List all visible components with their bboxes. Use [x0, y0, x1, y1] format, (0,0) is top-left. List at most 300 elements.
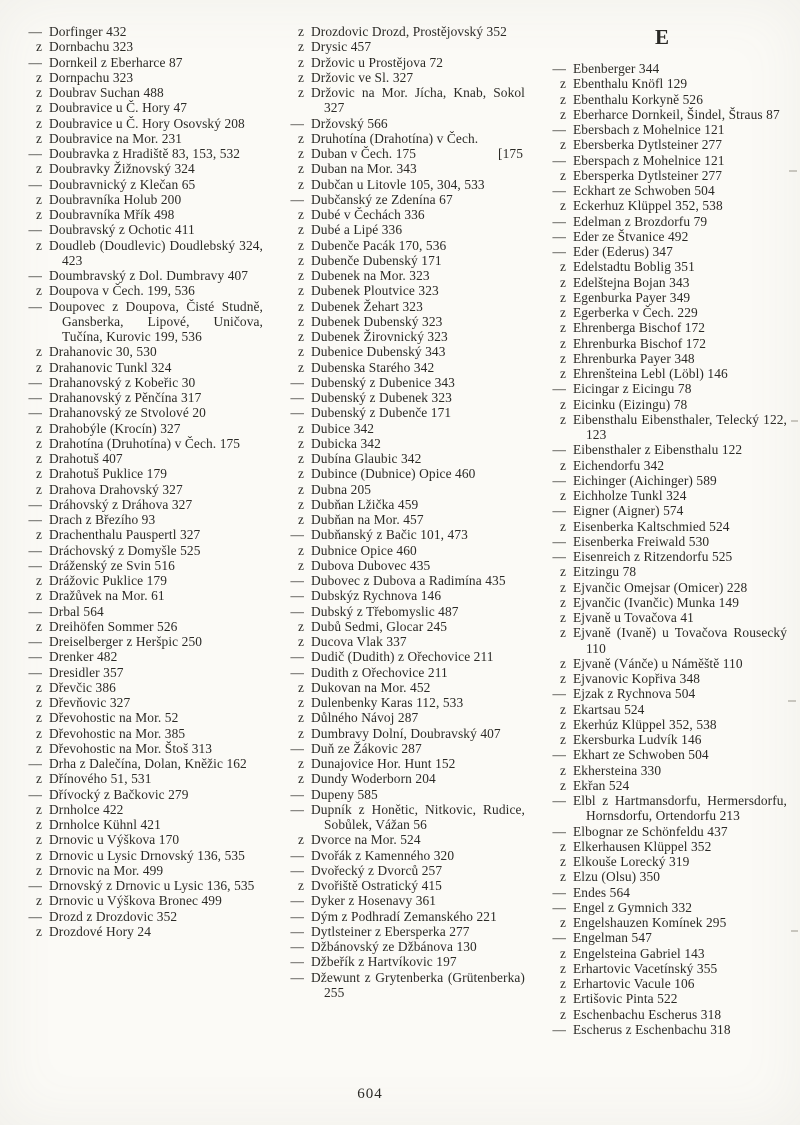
index-entry: — Dubenský z Dubenek 323 — [276, 390, 525, 405]
index-entry: — Dvořák z Kamenného 320 — [276, 848, 525, 863]
entry-prefix: — — [552, 228, 566, 244]
entry-prefix: z — [297, 557, 304, 573]
entry-prefix: — — [552, 183, 566, 198]
index-entry: — Džewunt z Grytenberka (Grütenberka) 255 — [276, 970, 525, 1001]
entry-prefix: z — [297, 695, 304, 710]
index-entry: — Dvořecký z Dvorců 257 — [276, 863, 525, 878]
entry-prefix: z — [35, 420, 42, 436]
entry-prefix: — — [28, 54, 42, 70]
entry-prefix: z — [559, 945, 566, 961]
index-entry: — Dráchovský z Domyšle 525 — [14, 543, 263, 558]
index-entry: z Dřevohostic na Mor. 385 — [14, 726, 263, 741]
index-column-1 — [14, 24, 263, 1037]
index-entry: z Dvorce na Mor. 524 — [276, 832, 525, 847]
index-entry: — Dubčanský ze Zdenína 67 — [276, 192, 525, 207]
scan-artifact — [789, 170, 797, 172]
entry-prefix: z — [35, 710, 42, 726]
index-entry: z Ejvanovic Kopřiva 348 — [538, 671, 787, 686]
entry-prefix: z — [297, 313, 304, 329]
entry-prefix: z — [297, 832, 304, 848]
entry-prefix: z — [35, 85, 42, 100]
index-entry: z Engelsteina Gabriel 143 — [538, 946, 787, 961]
entry-prefix: — — [28, 146, 42, 161]
index-entry: — Escherus z Eschenbachu 318 — [538, 1022, 787, 1037]
index-entry: z Drnovic na Mor. 499 — [14, 863, 263, 878]
index-entry: z Ekřan 524 — [538, 778, 787, 793]
entry-prefix: — — [290, 893, 304, 909]
entry-prefix: z — [297, 283, 304, 299]
section-heading: E — [654, 25, 670, 49]
entry-prefix: z — [35, 588, 42, 604]
entry-prefix: z — [559, 411, 566, 427]
entry-prefix: z — [559, 976, 566, 991]
index-entry: — Eder (Ederus) 347 — [538, 244, 787, 259]
index-entry: z Dvořiště Ostratický 415 — [276, 878, 525, 893]
index-entry: — Eibensthaler z Eibensthalu 122 — [538, 442, 787, 457]
entry-prefix: z — [297, 298, 304, 314]
entry-prefix: z — [559, 457, 566, 473]
index-entry: z Edelštejna Bojan 343 — [538, 275, 787, 290]
entry-prefix: z — [297, 496, 304, 512]
entry-prefix: z — [297, 618, 304, 634]
index-column-3 — [538, 24, 787, 1037]
entry-prefix: z — [559, 869, 566, 885]
index-entry: — Dým z Podhradí Zemanského 221 — [276, 909, 525, 924]
index-entry: z Dubů Sedmi, Glocar 245 — [276, 619, 525, 634]
index-entry: z Důlného Návoj 287 — [276, 710, 525, 725]
entry-prefix: z — [297, 344, 304, 360]
entry-prefix: — — [28, 222, 42, 238]
index-entry: z Doudleb (Doudlevic) Doudlebský 324, 423 — [14, 238, 263, 269]
entry-prefix: z — [297, 207, 304, 222]
index-entry: — Džbánovský ze Džbánova 130 — [276, 939, 525, 954]
index-entry: — Ebersbach z Mohelnice 121 — [538, 122, 787, 137]
entry-prefix: — — [290, 923, 304, 939]
entry-prefix: z — [297, 69, 304, 85]
index-entry: z Elkouše Lorecký 319 — [538, 854, 787, 869]
entry-prefix: z — [35, 100, 42, 116]
entry-prefix: z — [559, 1006, 566, 1022]
index-entry: z Drahanovic Tunkl 324 — [14, 360, 263, 375]
index-entry: z Ekhersteina 330 — [538, 763, 787, 778]
entry-prefix: z — [35, 740, 42, 756]
index-entry: z Duban v Čech. 175 [175 — [276, 146, 525, 161]
index-entry: z Ducova Vlak 337 — [276, 634, 525, 649]
index-entry: z Dornpachu 323 — [14, 70, 263, 85]
index-entry: z Eberharce Dornkeil, Šindel, Štraus 87 — [538, 107, 787, 122]
index-entry: z Doubravníka Mřík 498 — [14, 207, 263, 222]
index-entry: z Drnholce Kühnl 421 — [14, 817, 263, 832]
index-entry: z Drnholce 422 — [14, 802, 263, 817]
entry-prefix: z — [297, 710, 304, 726]
index-entry: z Dubenek na Mor. 323 — [276, 268, 525, 283]
entry-prefix: — — [28, 374, 42, 390]
entry-prefix: z — [297, 420, 304, 436]
entry-prefix: — — [28, 878, 42, 893]
index-entry: z Dubince (Dubnice) Opice 460 — [276, 466, 525, 481]
entry-prefix: — — [28, 542, 42, 558]
entry-prefix: z — [559, 320, 566, 336]
index-entry: z Drahotína (Druhotína) v Čech. 175 — [14, 436, 263, 451]
index-entry: — Eckhart ze Schwoben 504 — [538, 183, 787, 198]
entry-prefix: z — [297, 329, 304, 344]
index-entry: z Dukovan na Mor. 452 — [276, 680, 525, 695]
index-entry: — Eisenreich z Ritzendorfu 525 — [538, 549, 787, 564]
entry-prefix: z — [297, 725, 304, 741]
index-entry: z Dubova Dubovec 435 — [276, 558, 525, 573]
entry-prefix: z — [559, 488, 566, 503]
index-entry: — Dudith z Ořechovice 211 — [276, 665, 525, 680]
index-entry: — Drha z Dalečína, Dolan, Kněžic 162 — [14, 756, 263, 771]
index-entry: — Eder ze Štvanice 492 — [538, 229, 787, 244]
entry-prefix: z — [297, 512, 304, 527]
index-entry: z Ebenthalu Knöfl 129 — [538, 76, 787, 91]
entry-prefix: — — [28, 603, 42, 619]
index-entry: — Ebenberger 344 — [538, 61, 787, 76]
index-entry: z Dubé a Lipé 336 — [276, 222, 525, 237]
index-entry: z Ertišovic Pinta 522 — [538, 991, 787, 1006]
entry-prefix: — — [290, 115, 304, 131]
entry-prefix: z — [35, 115, 42, 131]
entry-prefix: z — [559, 366, 566, 381]
entry-prefix: z — [559, 167, 566, 183]
index-entry: — Dřívocký z Bačkovic 279 — [14, 787, 263, 802]
entry-prefix: z — [35, 161, 42, 177]
entry-prefix: z — [297, 481, 304, 497]
index-entry: z Dubenice Dubenský 343 — [276, 344, 525, 359]
index-entry: z Drahotuš Puklice 179 — [14, 466, 263, 481]
index-entry: z Dřevčic 386 — [14, 680, 263, 695]
entry-prefix: — — [28, 756, 42, 771]
index-entry: — Dubenský z Dubenice 343 — [276, 375, 525, 390]
index-entry: z Drahova Drahovský 327 — [14, 482, 263, 497]
index-entry: z Drnovic u Výškova Bronec 499 — [14, 893, 263, 908]
index-entry: z Ebenthalu Korkyně 526 — [538, 92, 787, 107]
entry-prefix: z — [297, 771, 304, 787]
index-entry: — Drach z Březího 93 — [14, 512, 263, 527]
entry-prefix: — — [290, 405, 304, 421]
index-entry: — Drozd z Drozdovic 352 — [14, 909, 263, 924]
index-entry: z Drážovic Puklice 179 — [14, 573, 263, 588]
entry-prefix: z — [35, 283, 42, 299]
entry-prefix: — — [290, 939, 304, 954]
index-entry: — Drnovský z Drnovic u Lysic 136, 535 — [14, 878, 263, 893]
entry-prefix: — — [28, 634, 42, 649]
entry-prefix: z — [297, 39, 304, 55]
index-entry: — Držovský 566 — [276, 116, 525, 131]
entry-prefix: z — [297, 161, 304, 177]
index-entry: z Dubčan u Litovle 105, 304, 533 — [276, 177, 525, 192]
entry-prefix: — — [552, 1021, 566, 1037]
index-entry: z Dřevohostic na Mor. Štoš 313 — [14, 741, 263, 756]
entry-prefix: z — [35, 771, 42, 787]
index-entry: z Dražůvek na Mor. 61 — [14, 588, 263, 603]
index-entry: z Edelstadtu Boblig 351 — [538, 259, 787, 274]
entry-prefix: — — [290, 390, 304, 405]
index-entry: z Drozdovic Drozd, Prostějovský 352 — [276, 24, 525, 39]
entry-prefix: z — [559, 838, 566, 854]
entry-prefix: z — [297, 466, 304, 482]
index-entry: z Dreihöfen Sommer 526 — [14, 619, 263, 634]
index-entry: z Ejvaně (Vánče) u Náměště 110 — [538, 656, 787, 671]
scan-artifact — [788, 700, 796, 702]
index-entry: z Eckerhuz Klüppel 352, 538 — [538, 198, 787, 213]
index-entry: — Dráhovský z Dráhova 327 — [14, 497, 263, 512]
index-entry: — Eigner (Aigner) 574 — [538, 503, 787, 518]
index-entry: z Elzu (Olsu) 350 — [538, 869, 787, 884]
entry-prefix: z — [35, 923, 42, 939]
index-entry: — Doumbravský z Dol. Dumbravy 407 — [14, 268, 263, 283]
entry-prefix: z — [297, 878, 304, 893]
index-entry: z Dubnice Opice 460 — [276, 543, 525, 558]
index-entry: z Drachenthalu Pauspertl 327 — [14, 527, 263, 542]
index-entry: z Dubenska Starého 342 — [276, 360, 525, 375]
entry-prefix: — — [552, 122, 566, 137]
entry-prefix: — — [28, 24, 42, 39]
entry-prefix: — — [552, 747, 566, 763]
entry-prefix: — — [28, 786, 42, 802]
entry-prefix: z — [559, 716, 566, 732]
entry-prefix: — — [290, 954, 304, 970]
index-entry: z Ejvančic Omejsar (Omicer) 228 — [538, 580, 787, 595]
index-entry: z Ekerhúz Klüppel 352, 538 — [538, 717, 787, 732]
entry-prefix: — — [552, 549, 566, 564]
entry-prefix: — — [552, 503, 566, 519]
index-entry: z Ehrenburka Payer 348 — [538, 351, 787, 366]
entry-prefix: z — [559, 655, 566, 671]
entry-prefix: z — [559, 762, 566, 778]
index-entry: z Dřínového 51, 531 — [14, 771, 263, 786]
index-entry: z Dundy Woderborn 204 — [276, 771, 525, 786]
entry-prefix: z — [297, 252, 304, 268]
index-entry: z Dunajovice Hor. Hunt 152 — [276, 756, 525, 771]
entry-prefix: — — [290, 664, 304, 680]
entry-prefix: z — [559, 91, 566, 107]
index-entry: — Dyker z Hosenavy 361 — [276, 893, 525, 908]
entry-prefix: — — [552, 823, 566, 839]
index-entry: z Držovic ve Sl. 327 — [276, 70, 525, 85]
entry-prefix: — — [290, 191, 304, 207]
entry-prefix: — — [28, 908, 42, 924]
index-entry: z Ejvaně u Tovačova 41 — [538, 610, 787, 625]
index-entry: z Doubravice na Mor. 231 — [14, 131, 263, 146]
entry-prefix: — — [552, 152, 566, 168]
index-entry: — Doubravka z Hradiště 83, 153, 532 — [14, 146, 263, 161]
index-entry: z Drozdové Hory 24 — [14, 924, 263, 939]
index-entry: z Dubňan Lžička 459 — [276, 497, 525, 512]
entry-prefix: z — [297, 176, 304, 192]
index-entry: z Dubicka 342 — [276, 436, 525, 451]
index-entry: — Ekhart ze Schwoben 504 — [538, 747, 787, 762]
entry-prefix: — — [28, 176, 42, 192]
entry-prefix: — — [28, 557, 42, 573]
entry-prefix: — — [552, 533, 566, 549]
entry-prefix: z — [297, 222, 304, 238]
entry-prefix: z — [559, 396, 566, 412]
entry-prefix: z — [35, 359, 42, 375]
index-entry: z Eichendorfu 342 — [538, 458, 787, 473]
index-entry: z Doubravice u Č. Hory 47 — [14, 100, 263, 115]
index-entry: z Egerberka v Čech. 229 — [538, 305, 787, 320]
entry-prefix: z — [559, 137, 566, 153]
entry-prefix: — — [552, 61, 566, 76]
entry-prefix: z — [559, 335, 566, 351]
entry-prefix: — — [552, 244, 566, 259]
index-entry: z Dřevohostic na Mor. 52 — [14, 710, 263, 725]
index-entry: — Drbal 564 — [14, 604, 263, 619]
index-entry: — Dupeny 585 — [276, 787, 525, 802]
entry-prefix: z — [559, 991, 566, 1007]
entry-prefix: z — [559, 594, 566, 610]
index-entry: — Elbognar ze Schönfeldu 437 — [538, 824, 787, 839]
entry-prefix: z — [297, 634, 304, 649]
index-entry: z Ehrenburka Bischof 172 — [538, 336, 787, 351]
entry-prefix: z — [559, 579, 566, 595]
entry-prefix: z — [559, 625, 566, 641]
index-entry: z Dubenek Dubenský 323 — [276, 314, 525, 329]
entry-prefix: — — [290, 603, 304, 619]
entry-prefix: z — [559, 274, 566, 290]
index-entry: z Dubňan na Mor. 457 — [276, 512, 525, 527]
index-entry: z Dubenče Dubenský 171 — [276, 253, 525, 268]
index-entry: z Dubenek Ploutvice 323 — [276, 283, 525, 298]
index-entry: z Eicinku (Eizingu) 78 — [538, 397, 787, 412]
entry-prefix: z — [559, 564, 566, 580]
entry-prefix: — — [28, 405, 42, 421]
entry-prefix: z — [297, 679, 304, 695]
index-entry: — Eichinger (Aichinger) 589 — [538, 473, 787, 488]
entry-prefix: — — [290, 908, 304, 924]
index-entry: — Dupník z Honětic, Nitkovic, Rudice, Sobůlek, Vážan 56 — [276, 802, 525, 833]
index-entry: z Ehrenberga Bischof 172 — [538, 320, 787, 335]
entry-prefix: z — [297, 24, 304, 39]
entry-prefix: — — [552, 213, 566, 229]
entry-prefix: — — [552, 899, 566, 915]
entry-prefix: z — [297, 268, 304, 283]
entry-prefix: z — [35, 451, 42, 466]
index-entry: — Dubenský z Dubenče 171 — [276, 405, 525, 420]
entry-prefix: — — [290, 847, 304, 863]
index-entry: z Dubé v Čechách 336 — [276, 207, 525, 222]
entry-prefix: z — [35, 695, 42, 710]
index-entry: z Eschenbachu Escherus 318 — [538, 1007, 787, 1022]
entry-prefix: — — [290, 969, 304, 985]
index-entry: z Drnovic u Lysic Drnovský 136, 535 — [14, 848, 263, 863]
entry-prefix: z — [35, 207, 42, 222]
index-entry: z Erhartovic Vacetínský 355 — [538, 961, 787, 976]
index-entry: — Ejzak z Rychnova 504 — [538, 686, 787, 701]
index-entry: z Doubravky Žižnovský 324 — [14, 161, 263, 176]
index-entry: z Drahotuš 407 — [14, 451, 263, 466]
index-entry: z Dřevňovic 327 — [14, 695, 263, 710]
entry-prefix: — — [290, 588, 304, 604]
entry-prefix: — — [28, 512, 42, 527]
entry-prefix: z — [297, 130, 304, 146]
scan-artifact — [791, 930, 798, 932]
entry-prefix: — — [290, 649, 304, 665]
entry-prefix: — — [290, 801, 304, 817]
index-entry: — Drahanovský z Kobeřic 30 — [14, 375, 263, 390]
entry-prefix: z — [297, 542, 304, 558]
entry-prefix: z — [559, 854, 566, 869]
index-entry: — Doupovec z Doupova, Čisté Studně, Gansberka, Lipové, Uničova, Tučína, Kurovic 199, 536 — [14, 299, 263, 345]
index-entry: z Egenburka Payer 349 — [538, 290, 787, 305]
entry-prefix: z — [297, 85, 304, 100]
entry-prefix: z — [35, 573, 42, 588]
index-entry: z Dubice 342 — [276, 421, 525, 436]
index-entry: — Drahanovský z Pěnčína 317 — [14, 390, 263, 405]
entry-prefix: z — [35, 466, 42, 482]
entry-prefix: z — [559, 350, 566, 366]
index-entry: z Drahanovic 30, 530 — [14, 344, 263, 359]
index-entry: z Doupova v Čech. 199, 536 — [14, 283, 263, 298]
index-entry: — Eberspach z Mohelnice 121 — [538, 153, 787, 168]
entry-prefix: — — [28, 268, 42, 283]
index-entry: — Eicingar z Eicingu 78 — [538, 381, 787, 396]
entry-prefix: z — [35, 817, 42, 832]
entry-prefix: z — [559, 732, 566, 747]
index-entry: z Dubenek Žirovnický 323 — [276, 329, 525, 344]
entry-prefix: z — [559, 671, 566, 686]
index-entry: z Ehrenšteina Lebl (Löbl) 146 — [538, 366, 787, 381]
index-entry: z Dubenek Žehart 323 — [276, 299, 525, 314]
index-entry: z Ekartsau 524 — [538, 702, 787, 717]
entry-prefix: z — [559, 915, 566, 930]
index-entry: z Ebersberka Dytlsteiner 277 — [538, 137, 787, 152]
entry-prefix: z — [559, 701, 566, 717]
entry-prefix: z — [297, 146, 304, 161]
entry-prefix: z — [297, 359, 304, 375]
index-entry: — Dubňanský z Bačic 101, 473 — [276, 527, 525, 542]
entry-prefix: — — [552, 686, 566, 702]
entry-prefix: — — [552, 930, 566, 946]
catchword-page-ref: [175 — [498, 146, 523, 161]
entry-prefix: z — [35, 344, 42, 360]
index-entry: z Elkerhausen Klüppel 352 — [538, 839, 787, 854]
entry-prefix: z — [559, 305, 566, 320]
entry-prefix: z — [559, 259, 566, 275]
entry-prefix: z — [35, 679, 42, 695]
entry-prefix: z — [559, 518, 566, 534]
index-entry: — Elbl z Hartmansdorfu, Hermersdorfu, Hornsdorfu, Ortendorfu 213 — [538, 793, 787, 824]
index-entry: z Druhotína (Drahotína) v Čech. — [276, 131, 525, 146]
entry-prefix: z — [35, 862, 42, 878]
entry-prefix: z — [35, 39, 42, 55]
entry-prefix: z — [559, 198, 566, 214]
entry-prefix: — — [28, 298, 42, 314]
index-entry: — Endes 564 — [538, 885, 787, 900]
entry-prefix: — — [290, 786, 304, 802]
entry-prefix: z — [559, 777, 566, 793]
index-entry: z Drahobýle (Krocín) 327 — [14, 421, 263, 436]
index-entry: z Dumbravy Dolní, Doubravský 407 — [276, 726, 525, 741]
index-entry: z Duban na Mor. 343 — [276, 161, 525, 176]
index-entry: — Drenker 482 — [14, 649, 263, 664]
index-entry: — Engelman 547 — [538, 930, 787, 945]
entry-prefix: — — [290, 573, 304, 588]
entry-prefix: z — [35, 801, 42, 817]
index-entry: — Engel z Gymnich 332 — [538, 900, 787, 915]
index-entry: z Doubravníka Holub 200 — [14, 192, 263, 207]
entry-prefix: — — [28, 664, 42, 680]
entry-prefix: — — [552, 793, 566, 808]
entry-prefix: z — [559, 106, 566, 122]
entry-prefix: — — [290, 527, 304, 543]
entry-prefix: — — [552, 442, 566, 458]
index-entry: — Dudič (Dudith) z Ořechovice 211 — [276, 649, 525, 664]
index-entry: z Eitzingu 78 — [538, 564, 787, 579]
entry-prefix: z — [559, 289, 566, 305]
